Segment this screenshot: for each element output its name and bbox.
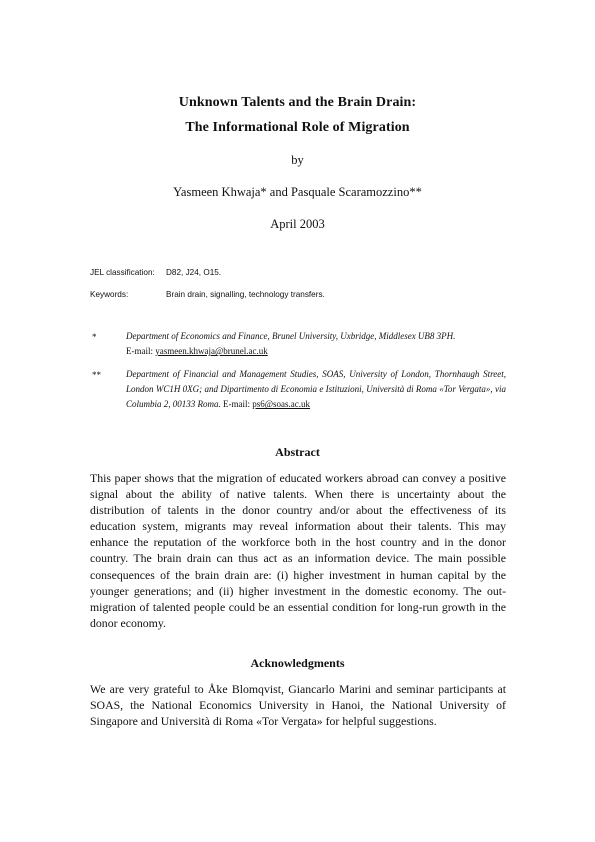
footnote-email-label: E-mail: — [223, 399, 251, 410]
abstract-heading: Abstract — [275, 445, 320, 459]
keywords-label: Keywords: — [90, 290, 129, 299]
abstract-text: This paper shows that the migration of educated workers abroad can convey a positive signal about the ability of native talents. When there is uncertainty about the distribution of talents in the donor country and/or about the effectiveness of its education system, migrants may reveal information about their talents. This may enhance the reputation of the workforce both in the host country and in the donor country. The brain drain can thus act as an information device. The main possible consequences of the brain drain are: (i) higher investment in human capital by the younger generations; and (ii) higher investment in the domestic economy. The out-migration of talented people could be an essential condition for long-run growth in the donor economy. — [90, 471, 506, 630]
authors: Yasmeen Khwaja* and Pasquale Scaramozzino** — [173, 185, 422, 199]
footnote-email-label: E-mail: — [126, 346, 153, 357]
footnote-marker: ** — [92, 370, 101, 380]
jel-value: D82, J24, O15. — [166, 268, 222, 277]
acknowledgments-text: We are very grateful to Åke Blomqvist, Giancarlo Marini and seminar participants at SOAS, the National Economics University in Hanoi, the National University of Singapore and Università di Roma «Tor Vergata» for helpful suggestions. — [90, 682, 506, 729]
paper-date: April 2003 — [270, 217, 325, 231]
footnote-email-link[interactable]: yasmeen.khwaja@brunel.ac.uk — [155, 346, 268, 357]
footnote-affiliation: Department of Financial and Management Studies, SOAS, University of London, Thornhaugh Street, London WC1H 0XG; and Dipartimento di Economia e Istituzioni, Università di Roma «Tor Vergata», via Columbia 2, 00133 Roma. — [126, 369, 506, 410]
paper-title-line-1: Unknown Talents and the Brain Drain: — [178, 95, 417, 110]
keywords-value: Brain drain, signalling, technology transfers. — [166, 290, 325, 299]
jel-label: JEL classification: — [90, 268, 155, 277]
footnote-marker: * — [92, 332, 97, 342]
footnote-text — [126, 367, 506, 413]
footnote-affiliation: Department of Economics and Finance, Brunel University, Uxbridge, Middlesex UB8 3PH. — [126, 331, 456, 341]
by-line: by — [291, 153, 304, 167]
footnote-email-link[interactable]: ps6@soas.ac.uk — [252, 399, 311, 410]
paper-title-line-2: The Informational Role of Migration — [185, 120, 410, 135]
acknowledgments-heading: Acknowledgments — [250, 656, 345, 670]
footnote-text — [126, 329, 508, 359]
